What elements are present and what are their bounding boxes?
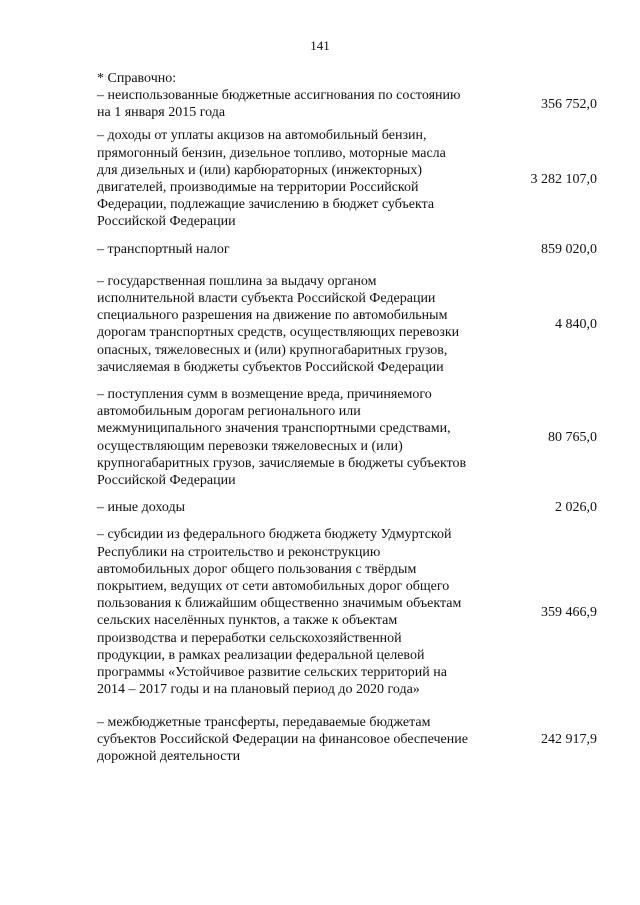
reference-row-state-duty: [97, 273, 597, 376]
reference-row-unused-allocations: [97, 87, 597, 121]
reference-section: [97, 70, 597, 771]
reference-row-other-income: [97, 499, 597, 516]
row-amount: 4 840,0: [555, 316, 597, 332]
reference-row-damage-compensation: [97, 386, 597, 489]
page-number: 141: [310, 38, 330, 53]
row-description: – доходы от уплаты акцизов на автомобильный бензин, прямогонный бензин, дизельное топливо, моторные масла для дизельных и (или) карбюраторных (инжекторных) двигателей, производимые на территории Российской Федерации, подлежащие зачислению в бюджет субъекта Российской Федерации: [97, 128, 446, 230]
row-description: – государственная пошлина за выдачу органом исполнительной власти субъекта Российской Федерации специального разрешения на движение по автомобильным дорогам транспортных средств, осуществляющих перевозки опасных, тяжеловесных и (или) крупногабаритных грузов, зачисляемая в бюджеты субъектов Российской Федерации: [97, 273, 460, 375]
row-description: – неиспользованные бюджетные ассигнования по состоянию на 1 января 2015 года: [97, 88, 461, 121]
row-amount: 2 026,0: [555, 500, 597, 516]
row-description: – транспортный налог: [97, 241, 230, 257]
row-description: – поступления сумм в возмещение вреда, причиняемого автомобильным дорогам регионального или межмуниципального значения транспортными средствами, осуществляющим перевозки тяжеловесных и (или) крупногабаритных грузов, зачисляемые в бюджеты субъектов Российской Федерации: [97, 387, 467, 489]
row-amount: 80 765,0: [548, 430, 597, 446]
row-amount: 359 466,9: [541, 604, 597, 620]
reference-row-excise-income: [97, 127, 597, 230]
row-amount: 3 282 107,0: [530, 171, 597, 187]
reference-row-interbudget-transfers: [97, 714, 597, 766]
row-description: – субсидии из федерального бюджета бюджету Удмуртской Республики на строительство и реконструкцию автомобильных дорог общего пользования с твёрдым покрытием, ведущих от сети автомобильных дорог общего пользования к ближайшим общественно значимым объектам сельских населённых пунктов, а также к объектам производства и переработки сельскохозяйственной продукции, в рамках реализации федеральной целевой программы «Устойчивое развитие сельских территорий на 2014 – 2017 годы и на плановый период до 2020 года»: [97, 527, 462, 698]
reference-heading: * Справочно:: [97, 71, 177, 86]
row-amount: 356 752,0: [541, 96, 597, 112]
row-amount: 859 020,0: [541, 241, 597, 257]
row-description: – иные доходы: [97, 500, 185, 516]
reference-row-federal-subsidies: [97, 526, 597, 698]
row-amount: 242 917,9: [541, 731, 597, 747]
row-description: – межбюджетные трансферты, передаваемые бюджетам субъектов Российской Федерации на финансовое обеспечение дорожной деятельности: [97, 714, 468, 764]
reference-row-transport-tax: [97, 241, 597, 258]
